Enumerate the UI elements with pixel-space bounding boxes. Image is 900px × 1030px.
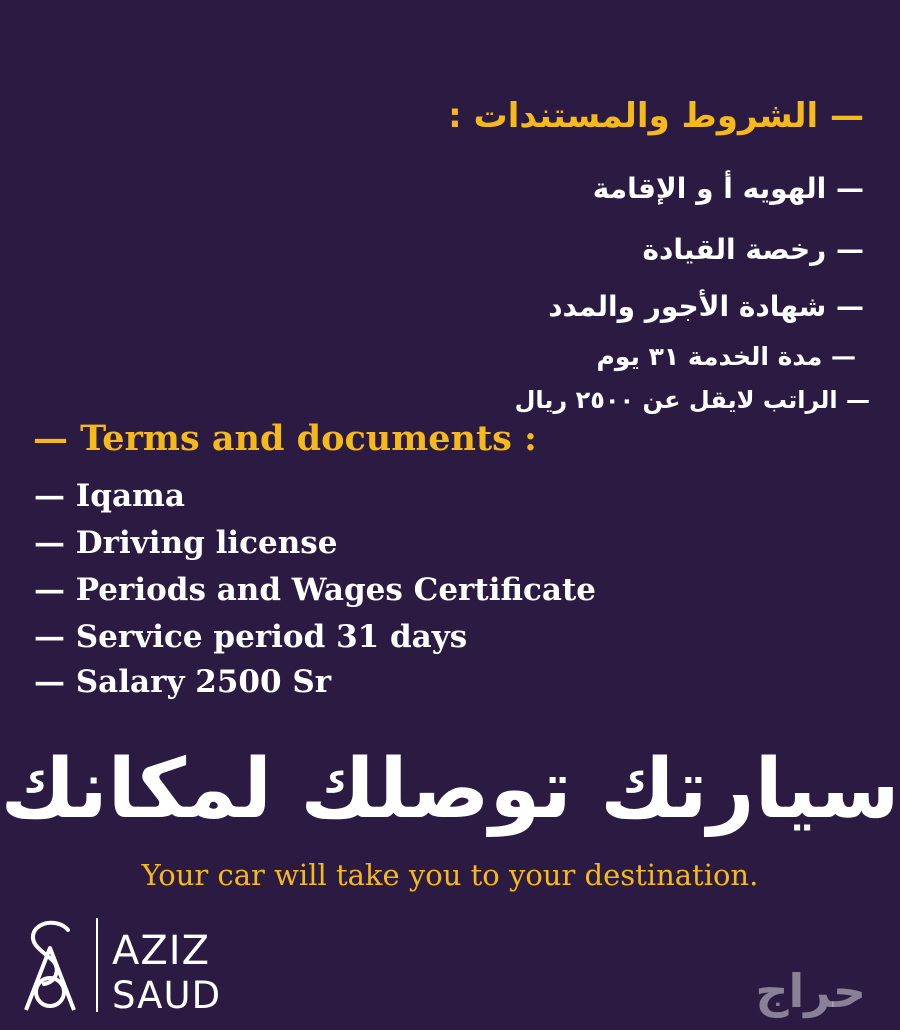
- english-item-driving-license: — Driving license: [34, 525, 338, 561]
- logo-divider: [96, 918, 98, 1012]
- logo-name-line2: SAUD: [112, 974, 222, 1017]
- logo-monogram-icon: [18, 918, 82, 1014]
- arabic-item-salary: — الراتب لايقل عن ٢٥٠٠ ريال: [514, 386, 870, 414]
- arabic-item-wages-certificate: — شهادة الأجور والمدد: [548, 290, 864, 323]
- english-item-service-period: — Service period 31 days: [34, 619, 468, 655]
- english-tagline: Your car will take you to your destination.: [141, 858, 759, 892]
- arabic-item-driving-license: — رخصة القيادة: [642, 233, 864, 266]
- arabic-item-id: — الهويه أ و الإقامة: [592, 172, 864, 205]
- arabic-item-service-period: — مدة الخدمة ٣١ يوم: [596, 342, 856, 371]
- english-terms-title: — Terms and documents :: [33, 418, 537, 459]
- haraj-watermark: حراج: [755, 964, 866, 1018]
- logo-name-line1: AZIZ: [112, 928, 210, 974]
- english-item-iqama: — Iqama: [34, 478, 185, 514]
- arabic-slogan: سيارتك توصلك لمكانك: [0, 742, 900, 837]
- english-item-salary: — Salary 2500 Sr: [34, 664, 332, 700]
- arabic-terms-title: — الشروط والمستندات :: [448, 96, 864, 136]
- english-item-wages-certificate: — Periods and Wages Certificate: [34, 572, 597, 608]
